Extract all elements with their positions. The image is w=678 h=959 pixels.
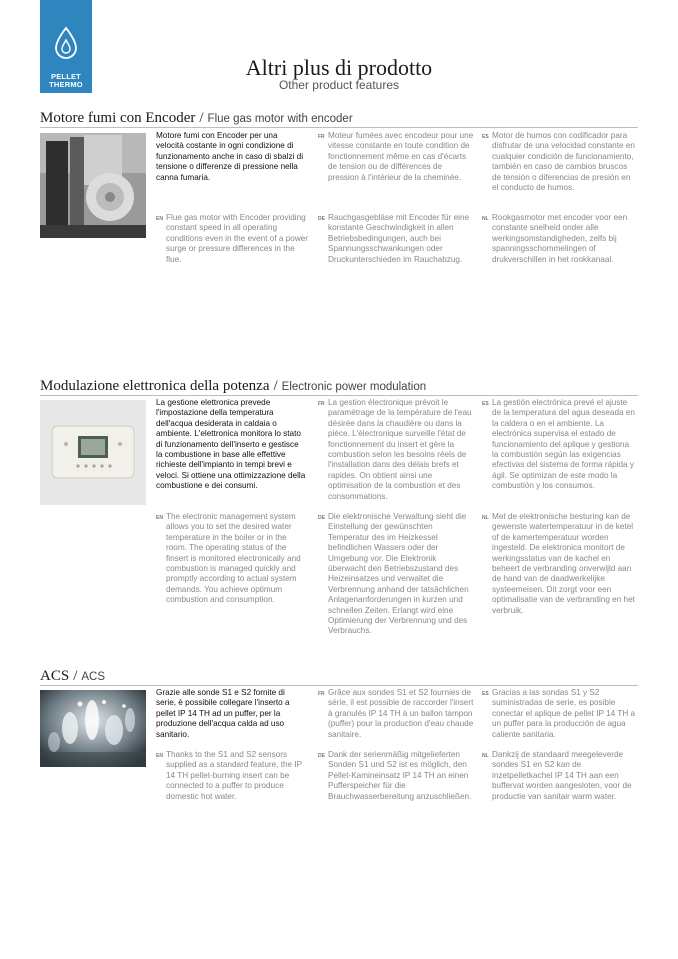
section-divider: [40, 395, 638, 396]
text-it: La gestione elettronica prevede l'impostazione della temperatura dell'acqua desiderata in caldaia o ambiente. L'elettronica monitora lo stato di funzionamento dell'inserto e gestisce la combustione in base alle effettive richieste dell'impianto in tempi brevi e veloci. Si ottiene una ottimizzazione della combustione e dei consumi.: [156, 398, 306, 491]
text-de: DE Rauchgasgebläse mit Encoder für eine konstante Geschwindigkeit in allen Betriebsbedingungen, auch bei Spannungsschwankungen oder Druckunterschieden im Rauchabzug.: [318, 213, 470, 264]
text-es: ES La gestión electrónica prevé el ajuste de la temperatura del agua deseada en la caldera o en el ambiente. La electrónica supervisa el estado de funcionamiento del aplique y gestiona la combustión según las exigencias efectivas del sistema de forma rápida y ágil. Se optimizan de este modo la combustión y los consumos.: [482, 398, 635, 491]
section-heading-modulation: Modulazione elettronica della potenza / Electronic power modulation: [40, 378, 427, 394]
text-fr: FR Moteur fumées avec encodeur pour une vitesse constante en toute condition de fonctionnement même en cas d'écarts de tension ou de différences de pression à l'intérieur de la cheminée.: [318, 131, 474, 182]
text-it: Motore fumi con Encoder per una velocità costante in ogni condizione di funzionamento anche in caso di sbalzi di tensione o differenze di pressione nella canna fumaria.: [156, 131, 304, 182]
section-heading-encoder: Motore fumi con Encoder / Flue gas motor with encoder: [40, 110, 353, 126]
section-title-en: ACS: [81, 671, 106, 683]
badge-line1: PELLET: [51, 72, 81, 81]
page-subtitle: Other product features: [278, 78, 400, 92]
section-title-en: Electronic power modulation: [281, 381, 427, 393]
text-nl: NL Rookgasmotor met encoder voor een constante snelheid onder alle werkingsomstandigheden, zelfs bij spanningsschommelingen of drukverschillen in het rookkanaal.: [482, 213, 628, 264]
section-title: Motore fumi con Encoder: [40, 110, 196, 126]
text-en: EN Thanks to the S1 and S2 sensors supplied as a standard feature, the IP 14 TH pellet-burning insert can be connected to a puffer to produce domestic hot water.: [156, 750, 302, 801]
text-en: EN Flue gas motor with Encoder providing constant speed in all operating conditions even in the event of a power surge or pressure differences in the flue.: [156, 213, 309, 264]
text-nl: NL Met de elektronische besturing kan de gewenste watertemperatuur in de ketel of de kamertemperatuur worden ingesteld. De elektronica monitort de werkingsstatus van de kachel en beheert de verbranding onverwijld aan de hand van de daadwerkelijke systeemeisen. Dit zorgt voor een optimalisatie van de verbranding en het verbruik.: [482, 512, 635, 615]
text-es: ES Motor de humos con codificador para disfrutar de una velocidad constante en cualquier condición de funcionamiento, también en caso de cambios bruscos de tensión o diferencias de presión en el conducto de humos.: [482, 131, 635, 193]
section-title-en: Flue gas motor with encoder: [207, 113, 353, 125]
text-fr: FR La gestion électronique prévoit le paramétrage de la température de l'eau désirée dans la chaudière ou dans la pièce. L'électronique surveille l'état de fonctionnement du insert et gère la combustion selon les besoins réels de l'installation dans des délais brefs et rapides. On obtient ainsi une optimisation de la combustion et des consommations.: [318, 398, 472, 501]
text-es: ES Gracias a las sondas S1 y S2 suministradas de serie, es posible conectar el aplique de pellet IP 14 TH a un puffer para la producción de agua caliente sanitaria.: [482, 688, 636, 739]
text-fr: FR Grâce aux sondes S1 et S2 fournies de série, il est possible de raccorder l'insert à granulés IP 14 TH à un ballon tampon (puffer) pour la production d'eau chaude sanitaire.: [318, 688, 474, 739]
water-splash-photo: [40, 690, 146, 767]
text-nl: NL Dankzij de standaard meegeleverde sondes S1 en S2 kan de inzetpelletkachel IP 14 TH aan een buffervat worden aangesloten, voor de productie van sanitair warm water.: [482, 750, 632, 801]
section-heading-acs: ACS / ACS: [40, 668, 106, 684]
section-title: Modulazione elettronica della potenza: [40, 378, 270, 394]
flue-gas-motor-photo: [40, 133, 146, 238]
text-de: DE Die elektronische Verwaltung sieht die Einstellung der gewünschten Temperatur des im Heizkessel befindlichen Wassers oder der Umgebung vor. Die Elektronik überwacht den Betriebszustand des Heizeinsatzes und verwaltet die Verbrennung anhand der tatsächlichen Anlagenanforderungen in kurzen und schnellen Zeiten. Erlangt wird eine Optimierung der Verbrennung und des Verbrauchs.: [318, 512, 469, 636]
text-en: EN The electronic management system allows you to set the desired water temperature in the boiler or in the room. The operating status of the finsert is monitored electronically and combustion is managed quickly and promptly according to actual system demands. You achieve optimum combustion and consumption.: [156, 512, 301, 605]
section-title: ACS: [40, 668, 70, 684]
section-divider: [40, 685, 638, 686]
section-divider: [40, 127, 638, 128]
page-title: Altri plus di prodotto: [245, 55, 433, 80]
control-panel-photo: [40, 400, 146, 505]
text-it: Grazie alle sonde S1 e S2 fornite di serie, è possibile collegare l'inserto a pellet IP 14 TH ad un puffer, per la produzione dell'acqua calda ad uso sanitario.: [156, 688, 290, 739]
badge-line2: THERMO: [49, 80, 83, 89]
text-de: DE Dank der serienmäßig mitgelieferten Sonden S1 und S2 ist es möglich, den Pellet-Kamineinsatz IP 14 TH an einen Pufferspeicher für die Brauchwasserbereitung anzuschließen.: [318, 750, 472, 801]
